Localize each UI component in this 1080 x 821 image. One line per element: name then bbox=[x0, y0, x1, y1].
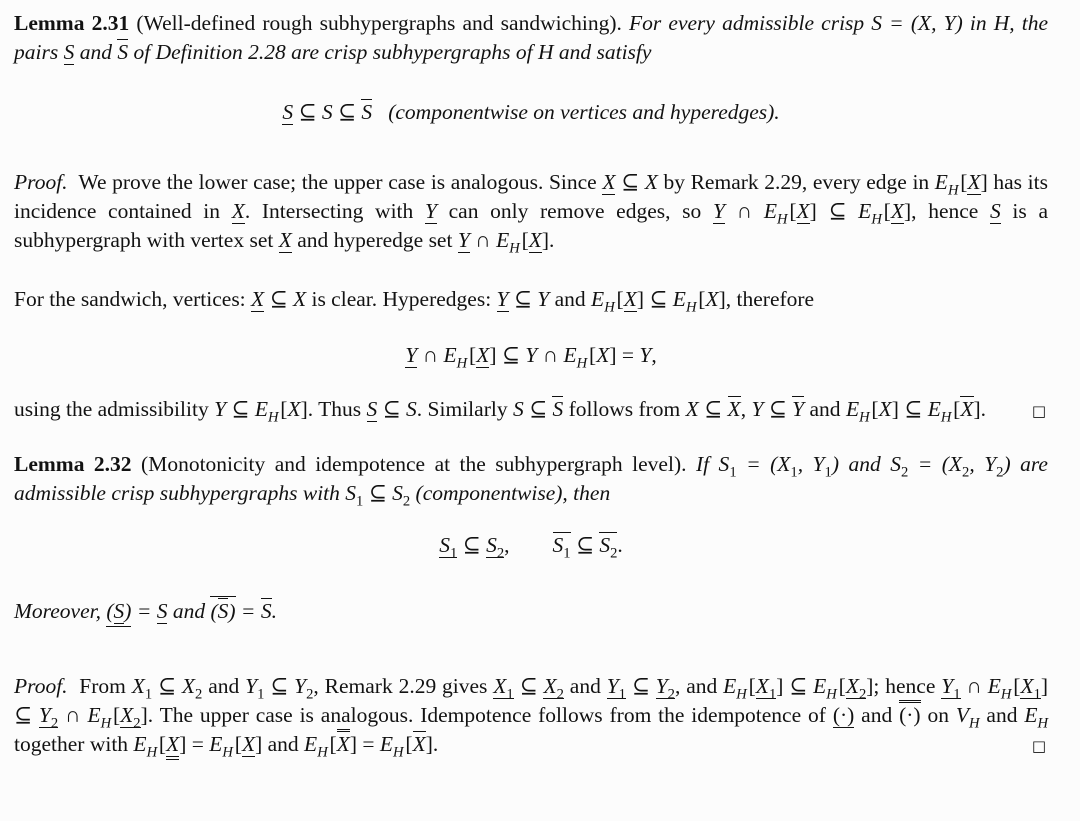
qed-box-icon: □ bbox=[1031, 402, 1046, 420]
lemma-2-32-proof-paragraph: Proof. From $X_1$ ⊆ $X_2$ and $Y_1$ ⊆ $Y_2$, Remark 2.29 gives $X_1$ ⊆ $X_2$ and $Y_1$ ⊆ $Y_2$, and $E_H$ $[X_1]$ ⊆ $E_H$ $[X_2]$; hence $Y_1$ ∩ $E_H$ $[X_1]$ ⊆ $Y_2$ ∩ $E_H$ $[X_2]$. The upper case is analogous. Idempotence follows from the idempotence of (·) and (·) on $V_H$ and $E_H$ together with $E_H$ $[X] = E_H$ [X] and $E_H$ $[X] = E_H$ [X]. bbox=[14, 674, 1049, 761]
qed-box-icon: □ bbox=[1031, 737, 1046, 755]
lemma-2-31-display-equation: S ⊆ S ⊆ S (componentwise on vertices and hyperedges). bbox=[282, 100, 780, 124]
lemma-2-31-proof-paragraph-1: Proof. We prove the lower case; the upper case is analogous. Since X ⊆ X by Remark 2.29, every edge in $E_H$ [X] has its incidence contained in X. Intersecting with Y can only remove edges, so Y ∩ $E_H$ [X] ⊆ $E_H$ [X], hence S is a subhypergraph with vertex set X and hyperedge set Y ∩ $E_H$ [X]. bbox=[14, 170, 1048, 257]
lemma-2-31-proof-paragraph-2: For the sandwich, vertices: X ⊆ X is clear. Hyperedges: Y ⊆ Y and $E_H$ [X] ⊆ $E_H$ [X], therefore bbox=[14, 287, 815, 316]
lemma-2-32-heading: Lemma 2.32 (Monotonicity and idempotence at the subhypergraph level). If $S_1 = (X_1$, $Y_1$) and $S_2 = (X_2$, $Y_2$) are admissible crisp subhypergraphs with $S_1$ ⊆ $S_2$ (componentwise), then bbox=[14, 452, 1048, 510]
lemma-2-32-proof-end bbox=[14, 672, 1048, 759]
lemma-2-32-display-equation: $S_1$ ⊆ $S_2$, $S_1$ ⊆ $S_2$. bbox=[439, 533, 623, 562]
lemma-2-31-heading: Lemma 2.31 (Well-defined rough subhypergraphs and sandwiching). For every admissible crisp S = (X, Y) in H, the pairs S and S of Definition 2.28 are crisp subhypergraphs of H and satisfy bbox=[14, 11, 1049, 64]
lemma-2-31-proof-display-equation: Y ∩ $E_H$ [X] ⊆ Y ∩ $E_H$ [X] = Y, bbox=[405, 343, 657, 372]
lemma-2-31-proof-end bbox=[14, 395, 1048, 424]
lemma-2-31-proof-paragraph-3: using the admissibility Y ⊆ $E_H$ [X]. Thus S ⊆ S. Similarly S ⊆ S follows from X ⊆ X, Y ⊆ Y and $E_H$ [X] ⊆ $E_H$ [X]. bbox=[14, 397, 987, 426]
lemma-2-32-moreover-line: Moreover, (S) = S and (S) = S. bbox=[14, 597, 1048, 626]
